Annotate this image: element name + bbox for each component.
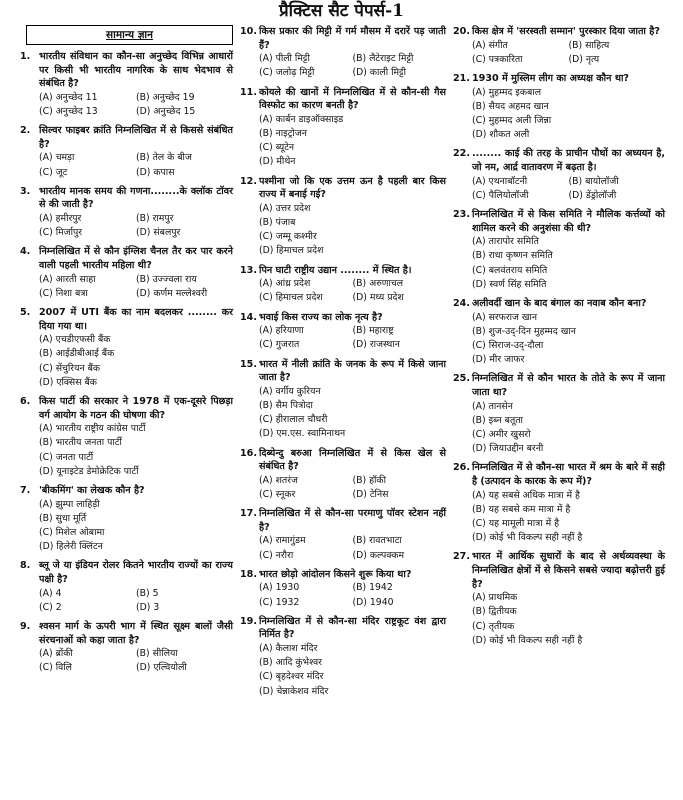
question-block	[240, 568, 446, 610]
options	[240, 385, 446, 442]
question-body: पिन घाटी राष्ट्रीय उद्यान ........ में स्थित है।	[259, 264, 412, 276]
question-text	[240, 568, 446, 582]
question-number: 11.	[240, 86, 257, 98]
options	[240, 52, 446, 80]
option-item: (D) शौकत अली	[472, 129, 530, 141]
option-item: (B) पंजाब	[259, 216, 296, 228]
question-text	[20, 50, 233, 91]
option-item: (B) शुज-उद्-दिन मुहम्मद खान	[472, 325, 576, 337]
option-item: (C) मिशेल ओबामा	[39, 526, 105, 538]
column-3	[453, 25, 665, 653]
options	[20, 212, 233, 240]
option-item: (B) 1942	[352, 582, 393, 594]
options	[20, 498, 233, 555]
option-item: (C) पत्रकारिता	[472, 53, 523, 65]
question-number: 14.	[240, 311, 257, 323]
option-item: (B) तेल के बीज	[136, 152, 192, 164]
question-text	[240, 507, 446, 534]
options	[20, 587, 233, 615]
question-text	[20, 395, 233, 422]
option-item: (D) हिमाचल प्रदेश	[259, 245, 324, 257]
option-item: (C) पैलियोलॉजी	[472, 189, 529, 201]
option-item: (B) महाराष्ट्र	[352, 325, 394, 337]
question-body: कोयले की खानों में निम्नलिखित में से कौन-सी गैस विस्फोट का कारण बनती है?	[259, 86, 446, 112]
option-item: (A) तानसेन	[472, 400, 513, 412]
option-item: (B) भारतीय जनता पार्टी	[39, 437, 122, 449]
question-text	[453, 297, 665, 311]
option-item: (A) हमीरपुर	[39, 212, 82, 224]
question-number: 25.	[453, 373, 470, 385]
question-text	[20, 559, 233, 586]
option-item: (B) द्वितीयक	[472, 606, 517, 618]
option-item: (A) एथनाबॉटनी	[472, 175, 528, 187]
question-text	[240, 615, 446, 642]
option-item: (A) भारतीय राष्ट्रीय कांग्रेस पार्टी	[39, 423, 146, 435]
options	[240, 474, 446, 502]
option-item: (A) पीली मिट्टी	[259, 53, 310, 65]
question-number: 6.	[20, 395, 31, 407]
question-block	[453, 208, 665, 292]
column-1	[20, 25, 233, 681]
question-text	[453, 147, 665, 174]
question-block	[20, 559, 233, 615]
question-block	[240, 447, 446, 503]
question-body: निम्नलिखित में से कौन-सा भारत में श्रम के बारे में सही है (उत्पादन के कारक के रूप में)?	[472, 462, 665, 487]
options	[240, 581, 446, 609]
option-item: (C) नरौरा	[259, 549, 294, 561]
question-number: 17.	[240, 508, 257, 520]
question-block	[453, 461, 665, 545]
question-number: 23.	[453, 209, 470, 220]
option-item: (D) कपास	[136, 166, 175, 178]
option-item: (A) तारापोर समिति	[472, 236, 539, 248]
option-item: (D) स्वर्ण सिंह समिति	[472, 278, 547, 290]
question-number: 24.	[453, 298, 470, 309]
question-body: ब्लू जे या इंडियन रोलर कितने भारतीय राज्यों का राज्य पक्षी है?	[39, 560, 233, 585]
question-block	[20, 306, 233, 390]
question-text	[453, 72, 665, 86]
options	[453, 400, 665, 457]
options	[240, 642, 446, 699]
question-number: 12.	[240, 175, 257, 187]
option-item: (B) सैयद अहमद खान	[472, 100, 549, 112]
question-body: भारतीय संविधान का कौन-सा अनुच्छेद विभिन्न आधारों पर किसी भी भारतीय नागरिक के साथ भेदभाव से संबंधित है?	[39, 51, 233, 90]
page-title: प्रैक्टिस सैट पेपर्स-1	[279, 1, 404, 21]
question-body: ........ काई की तरह के प्राचीन पौधों का अध्ययन है, जो नम, आर्द्र वातावरण में बढ़ता है।	[472, 148, 665, 173]
question-block	[20, 245, 233, 301]
option-item: (C) गुजरात	[259, 339, 300, 351]
question-number: 22.	[453, 148, 470, 160]
options	[20, 647, 233, 675]
option-item: (D) हिलेरी क्लिंटन	[39, 541, 103, 553]
question-block	[453, 147, 665, 203]
option-item: (D) 1940	[352, 596, 394, 608]
question-text	[20, 620, 233, 647]
question-text	[240, 175, 446, 202]
options	[453, 86, 665, 143]
option-item: (D) टेनिस	[352, 488, 389, 500]
question-text	[20, 124, 233, 151]
option-item: (D) डेंड्रोलॉजी	[568, 189, 617, 201]
question-body: भारतीय मानक समय की गणना........के क्लॉक टॉवर से की जाती है?	[39, 185, 233, 211]
question-text	[20, 484, 233, 498]
option-item: (C) जनता पार्टी	[39, 451, 94, 463]
option-item: (B) 5	[136, 587, 159, 599]
options	[20, 333, 233, 390]
question-body: किस क्षेत्र में 'सरस्वती सम्मान' पुरस्कार दिया जाता है?	[472, 26, 660, 37]
question-number: 8.	[20, 560, 31, 572]
question-number: 19.	[240, 615, 257, 627]
question-block	[20, 185, 233, 241]
option-item: (D) मीथेन	[259, 156, 296, 168]
option-item: (D) कल्पक्कम	[352, 549, 405, 561]
option-item: (C) ब्यूटेन	[259, 142, 295, 154]
option-item: (B) आईडीबीआई बैंक	[39, 348, 115, 360]
option-item: (B) रामपुर	[136, 212, 174, 224]
option-item: (A) आरती साहा	[39, 273, 96, 285]
question-block	[240, 175, 446, 259]
option-item: (C) तृतीयक	[472, 620, 515, 632]
option-item: (A) चमड़ा	[39, 152, 75, 164]
options	[453, 235, 665, 292]
question-number: 1.	[20, 51, 31, 62]
question-body: भारत में आर्थिक सुधारों के बाद से अर्थव्यवस्था के निम्नलिखित क्षेत्रों में से किसने सबसे ज्यादा बढ़ोत्तरी हुई है?	[472, 551, 665, 590]
option-item: (B) अरुणाचल	[352, 278, 404, 290]
option-item: (D) कोई भी विकल्प सही नहीं है	[472, 634, 583, 646]
option-item: (A) प्राथमिक	[472, 592, 518, 604]
question-block	[453, 25, 665, 67]
options	[20, 422, 233, 479]
question-block	[20, 124, 233, 180]
option-item: (C) बृहदेश्वर मंदिर	[259, 671, 324, 683]
options	[240, 534, 446, 562]
option-item: (B) अनुच्छेद 19	[136, 91, 195, 103]
question-body: भारत छोड़ो आंदोलन किसने शुरू किया था?	[259, 568, 412, 580]
option-item: (C) हिमाचल प्रदेश	[259, 292, 323, 304]
option-item: (D) कोई भी विकल्प सही नहीं है	[472, 532, 583, 544]
question-body: सिल्वर फाइबर क्रांति निम्नलिखित में से किससे संबंधित है?	[39, 125, 233, 150]
question-number: 27.	[453, 551, 470, 563]
option-item: (A) यह सबसे अधिक मात्रा में है	[472, 489, 580, 501]
question-text	[453, 25, 665, 39]
question-number: 10.	[240, 26, 257, 37]
option-item: (D) जियाउद्दीन बरनी	[472, 443, 544, 455]
option-item: (A) कार्बन डाइऑक्साइड	[259, 113, 344, 125]
question-text	[240, 86, 446, 113]
option-item: (A) एचडीएफसी बैंक	[39, 334, 111, 346]
question-text	[20, 306, 233, 333]
options	[20, 151, 233, 179]
option-item: (A) 4	[39, 587, 62, 599]
option-item: (C) निशा बत्रा	[39, 287, 88, 299]
option-item: (A) हरियाणा	[259, 325, 304, 337]
question-text	[240, 25, 446, 52]
column-2	[240, 25, 446, 704]
option-item: (A) सरफराज खान	[472, 311, 538, 323]
option-item: (A) 1930	[259, 582, 300, 594]
question-body: पश्मीना जो कि एक उत्तम ऊन है पहली बार किस राज्य में बनाई गई?	[259, 175, 446, 201]
options	[453, 39, 665, 67]
question-body: भवाई किस राज्य का लोक नृत्य है?	[259, 311, 383, 323]
options	[240, 277, 446, 305]
question-body: निम्नलिखित में से किस समिति ने मौलिक कर्त्तव्यों को शामिल करने की अनुशंसा की थी?	[472, 209, 665, 234]
question-number: 16.	[240, 447, 257, 459]
option-item: (B) हॉकी	[352, 474, 386, 486]
option-item: (C) अनुच्छेद 13	[39, 105, 98, 117]
question-body: 'बीकमिंग' का लेखक कौन है?	[39, 484, 145, 496]
question-text	[240, 264, 446, 278]
question-block	[453, 297, 665, 367]
option-item: (B) इब्न बतूता	[472, 414, 523, 426]
option-item: (D) कर्णम मल्लेश्वरी	[136, 287, 208, 299]
question-text	[453, 208, 665, 235]
question-block	[20, 395, 233, 479]
option-item: (C) सिराज-उद्-दौला	[472, 340, 544, 351]
question-block	[240, 615, 446, 699]
question-number: 18.	[240, 568, 257, 580]
options	[240, 324, 446, 352]
option-item: (C) 2	[39, 601, 62, 613]
option-item: (D) चेन्नाकेशव मंदिर	[259, 685, 329, 697]
option-item: (D) 3	[136, 601, 160, 613]
question-body: निम्नलिखित में से कौन भारत के तोते के रूप में जाना जाता था?	[472, 373, 665, 398]
option-item: (C) बलवंतराय समिति	[472, 264, 548, 276]
question-number: 9.	[20, 620, 31, 632]
option-item: (A) उत्तर प्रदेश	[259, 202, 311, 214]
option-item: (B) लैटेराइट मिट्टी	[352, 53, 414, 65]
question-number: 26.	[453, 462, 470, 474]
option-item: (D) एल्वियोली	[136, 662, 187, 674]
option-item: (B) राधा कृष्णन समिति	[472, 250, 553, 262]
options	[20, 91, 233, 119]
question-body: भारत में नीली क्रांति के जनक के रूप में किसे जाना जाता है?	[259, 358, 446, 384]
question-text	[240, 358, 446, 385]
option-item: (A) अनुच्छेद 11	[39, 91, 98, 103]
option-item: (B) सीलिया	[136, 648, 178, 660]
option-item: (A) वर्गीय कुरियन	[259, 385, 321, 397]
question-number: 5.	[20, 306, 31, 318]
question-body: अलीवर्दी खान के बाद बंगाल का नवाब कौन बना?	[472, 298, 647, 309]
option-item: (A) झुम्पा लाहिड़ी	[39, 498, 100, 510]
option-item: (A) मुहम्मद इकबाल	[472, 86, 542, 98]
question-body: निम्नलिखित में से कौन-सा मंदिर राष्ट्रकूट वंश द्वारा निर्मित है?	[259, 615, 446, 641]
question-body: निम्नलिखित में से कौन-सा परमाणु पॉवर स्टेशन नहीं है?	[259, 508, 446, 533]
option-item: (C) अमीर खुसरो	[472, 429, 531, 440]
question-number: 3.	[20, 185, 31, 197]
option-item: (D) मध्य प्रदेश	[352, 292, 404, 304]
options	[20, 273, 233, 301]
option-item: (B) आदि कुंभेश्वर	[259, 657, 322, 669]
question-block	[240, 264, 446, 306]
question-number: 15.	[240, 358, 257, 370]
question-body: 2007 में UTI बैंक का नाम बदलकर ........ कर दिया गया था।	[39, 306, 233, 332]
question-block	[240, 86, 446, 170]
option-item: (C) जम्मू कश्मीर	[259, 231, 317, 243]
option-item: (C) हीरालाल चौधरी	[259, 414, 328, 426]
question-number: 21.	[453, 73, 470, 84]
option-item: (B) सुधा मूर्ति	[39, 512, 87, 524]
question-block	[240, 507, 446, 563]
option-item: (B) साहित्य	[568, 39, 610, 51]
question-block	[20, 50, 233, 119]
option-item: (A) रामागुंडम	[259, 535, 306, 547]
question-text	[453, 550, 665, 591]
section-heading: सामान्य ज्ञान	[26, 25, 233, 45]
option-item: (B) बायोलॉजी	[568, 175, 619, 187]
option-item: (D) एम.एस. स्वामिनाथन	[259, 428, 346, 440]
question-number: 20.	[453, 26, 470, 37]
option-item: (C) सेंचुरियन बैंक	[39, 362, 101, 374]
options	[240, 113, 446, 170]
option-item: (C) जूट	[39, 166, 68, 178]
option-item: (B) यह सबसे कम मात्रा में है	[472, 503, 571, 515]
question-body: 1930 में मुस्लिम लीग का अध्यक्ष कौन था?	[472, 73, 629, 84]
question-text	[20, 185, 233, 212]
options	[240, 202, 446, 259]
option-item: (D) राजस्थान	[352, 339, 400, 351]
options	[453, 591, 665, 648]
option-item: (A) आंध्र प्रदेश	[259, 278, 311, 290]
option-item: (A) कैलाश मंदिर	[259, 642, 318, 654]
options	[453, 175, 665, 203]
option-item: (C) 1932	[259, 596, 300, 608]
question-block	[240, 358, 446, 442]
question-body: किस पार्टी की सरकार ने 1978 में एक-दूसरे पिछड़ा वर्ग आयोग के गठन की घोषणा की?	[39, 395, 233, 421]
option-item: (A) ब्रोंकी	[39, 648, 73, 660]
question-text	[240, 311, 446, 325]
question-number: 7.	[20, 484, 31, 496]
option-item: (D) संबलपुर	[136, 227, 181, 239]
option-item: (D) एक्सिस बैंक	[39, 376, 97, 388]
question-text	[20, 245, 233, 272]
question-body: निम्नलिखित में से कौन इंग्लिश चैनल तैर कर पार करने वाली पहली भारतीय महिला थी?	[39, 246, 233, 271]
option-item: (A) संगीत	[472, 39, 508, 51]
question-text	[240, 447, 446, 474]
option-item: (B) रावतभाटा	[352, 535, 402, 547]
question-body: किस प्रकार की मिट्टी में गर्म मौसम में दरारें पड़ जाती हैं?	[259, 26, 446, 51]
question-block	[453, 372, 665, 456]
question-body: श्वसन मार्ग के ऊपरी भाग में स्थित सूक्ष्म बालों जैसी संरचनाओं को कहा जाता है?	[39, 620, 233, 646]
option-item: (D) मीर जाफर	[472, 354, 525, 366]
question-block	[20, 620, 233, 676]
option-item: (C) मुहम्मद अली जिन्ना	[472, 115, 552, 126]
question-number: 2.	[20, 125, 31, 137]
question-number: 4.	[20, 246, 31, 258]
question-text	[453, 372, 665, 399]
option-item: (D) अनुच्छेद 15	[136, 105, 196, 117]
option-item: (C) यह मामूली मात्रा में है	[472, 518, 560, 529]
options	[453, 311, 665, 368]
option-item: (D) यूनाइटेड डेमोक्रेटिक पार्टी	[39, 465, 139, 477]
option-item: (C) विलि	[39, 662, 72, 674]
question-block	[240, 311, 446, 353]
option-item: (B) उज्ज्वला राय	[136, 273, 197, 285]
question-text	[453, 461, 665, 488]
question-block	[20, 484, 233, 554]
option-item: (C) जलोढ़ मिट्टी	[259, 67, 315, 79]
option-item: (B) सैम पित्रोदा	[259, 399, 313, 411]
options	[453, 489, 665, 546]
question-number: 13.	[240, 264, 257, 276]
question-block	[453, 550, 665, 648]
option-item: (D) नृत्य	[568, 53, 600, 65]
question-body: दिब्येन्दु बरुआ निम्नलिखित में से किस खेल से संबंधित है?	[259, 447, 446, 473]
question-block	[240, 25, 446, 81]
option-item: (D) काली मिट्टी	[352, 67, 407, 79]
option-item: (A) शतरंज	[259, 474, 298, 486]
question-block	[453, 72, 665, 142]
option-item: (C) मिर्जापुर	[39, 227, 83, 239]
option-item: (C) स्नूकर	[259, 488, 296, 500]
option-item: (B) नाइट्रोजन	[259, 127, 307, 139]
